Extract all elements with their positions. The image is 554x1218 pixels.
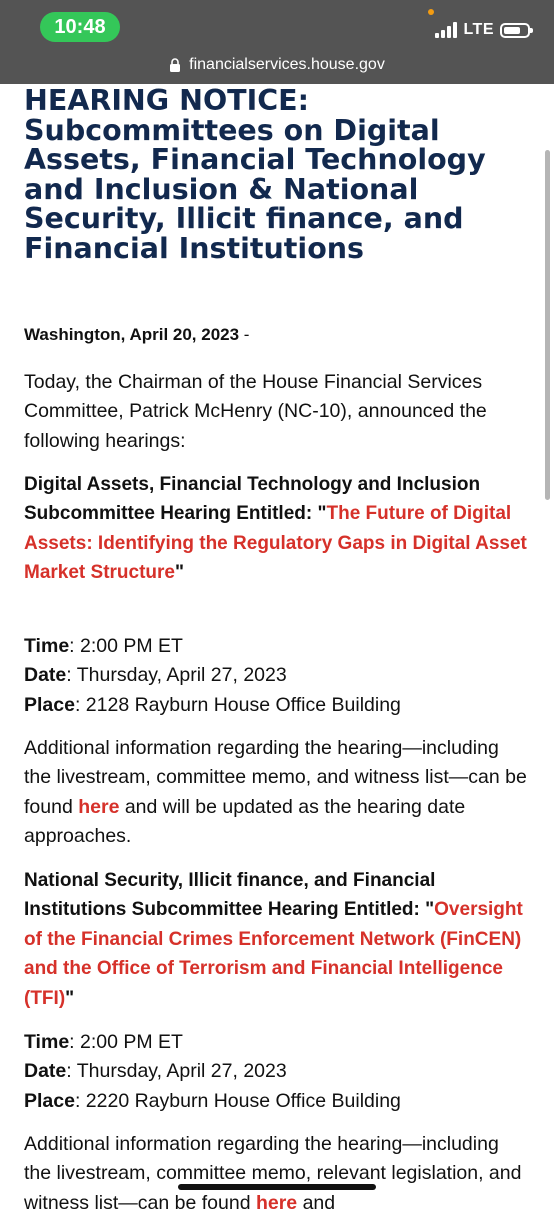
time-value: : 2:00 PM ET	[69, 635, 183, 657]
hearing-1-date	[24, 661, 401, 690]
network-type: LTE	[463, 21, 494, 38]
hearing-1-details	[24, 632, 401, 720]
hearing-2-heading	[24, 866, 530, 1013]
dateline-text: Washington, April 20, 2023	[24, 325, 240, 344]
hearing-1-close-quote: "	[175, 562, 185, 584]
time-value: : 2:00 PM ET	[69, 1031, 183, 1053]
time-label: Time	[24, 635, 70, 657]
battery-icon	[500, 23, 530, 38]
hearing-1-subcommittee: Digital Assets, Financial Technology and Inclusion Subcommittee Hearing Entitled: "	[24, 474, 481, 525]
place-value: : 2220 Rayburn House Office Building	[74, 1089, 401, 1112]
scrollbar[interactable]	[545, 150, 550, 500]
date-value: : Thursday, April 27, 2023	[66, 664, 287, 687]
dateline	[24, 320, 249, 349]
hearing-1-here-link[interactable]: here	[78, 795, 120, 818]
date-value: : Thursday, April 27, 2023	[66, 1060, 287, 1083]
place-value: : 2128 Rayburn House Office Building	[74, 693, 401, 716]
hearing-2-close-quote: "	[65, 987, 75, 1009]
dateline-suffix: -	[239, 325, 250, 344]
privacy-indicator-dot	[428, 9, 434, 15]
url-bar[interactable]	[0, 52, 554, 78]
more-info-suffix: and will be updated as the hearing date approaches.	[24, 795, 466, 848]
browser-top-bar	[0, 0, 554, 84]
signal-icon	[435, 22, 457, 38]
time-label: Time	[24, 1031, 70, 1053]
home-indicator[interactable]	[178, 1184, 376, 1190]
date-label: Date	[24, 1060, 67, 1083]
place-label: Place	[24, 693, 75, 716]
status-time: 10:48	[40, 12, 120, 42]
more-info-prefix: Additional information regarding the hearing—including the livestream, committee memo, relevant legislation, and witness list—can be found	[24, 1133, 522, 1214]
hearing-1-time	[24, 632, 401, 661]
hearing-2-details	[24, 1028, 401, 1116]
hearing-2-title-link[interactable]: Oversight of the Financial Crimes Enforcement Network (FinCEN) and the Office of Terrorism and Financial Intelligence (TFI)	[24, 899, 523, 1009]
hearing-2-time	[24, 1028, 401, 1057]
lock-icon	[169, 58, 181, 73]
hearing-1-title-link[interactable]: The Future of Digital Assets: Identifying the Regulatory Gaps in Digital Asset Market Structure	[24, 503, 527, 584]
hearing-2-date	[24, 1057, 401, 1086]
hearing-2-here-link[interactable]: here	[255, 1191, 298, 1214]
hearing-1-place	[24, 691, 401, 720]
more-info-suffix: and	[297, 1191, 336, 1214]
status-indicators	[435, 18, 530, 42]
hearing-2-subcommittee: National Security, Illicit finance, and Financial Institutions Subcommittee Hearing Entitled: "	[24, 870, 436, 921]
place-label: Place	[24, 1089, 75, 1112]
page-title: HEARING NOTICE: Subcommittees on Digital Assets, Financial Technology and Inclusion & National Security, Illicit finance, and Financial Institutions	[24, 84, 486, 265]
intro-paragraph: Today, the Chairman of the House Financial Services Committee, Patrick McHenry (NC-10), announced the following hearings:	[24, 371, 487, 452]
hearing-2-more-info	[24, 1130, 530, 1218]
hearing-2-place	[24, 1087, 401, 1116]
more-info-prefix: Additional information regarding the hearing—including the livestream, committee memo, and witness list—can be found	[24, 737, 527, 818]
hearing-1-more-info	[24, 734, 530, 852]
hearing-1-heading	[24, 470, 530, 588]
url-text[interactable]: financialservices.house.gov	[189, 56, 385, 73]
date-label: Date	[24, 664, 67, 687]
article	[24, 84, 530, 1214]
